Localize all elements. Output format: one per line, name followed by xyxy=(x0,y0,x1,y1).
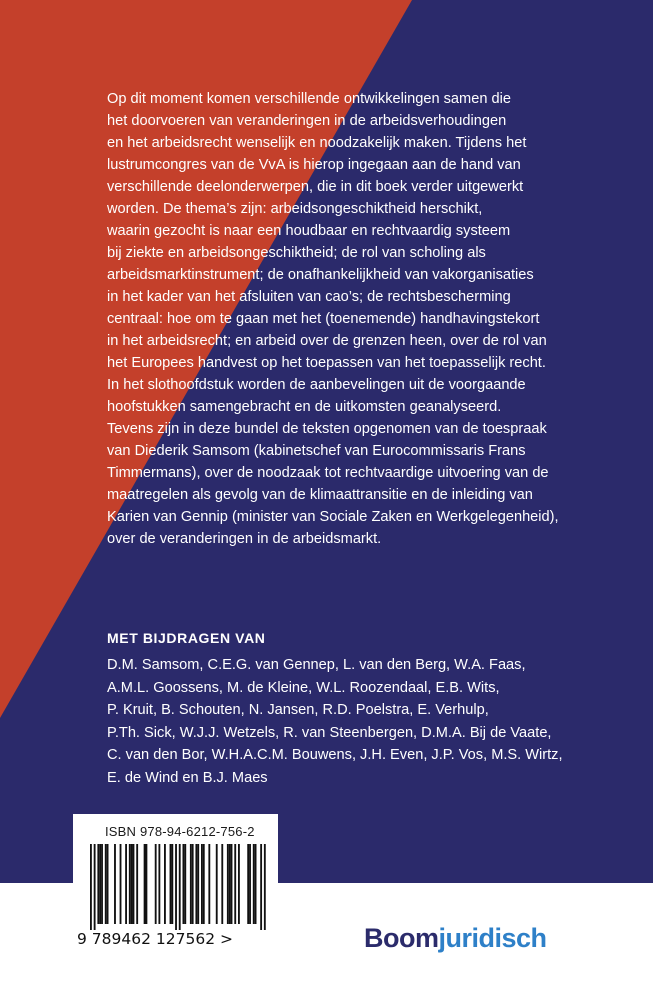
barcode-bar xyxy=(114,844,116,924)
barcode-bar xyxy=(144,844,146,924)
blurb-line: Op dit moment komen verschillende ontwikkelingen samen die xyxy=(107,91,511,107)
barcode-bar xyxy=(234,844,236,924)
barcode-bar xyxy=(197,844,199,924)
barcode-bar xyxy=(94,844,96,930)
barcode-bar xyxy=(129,844,131,924)
contributor-line: C. van den Bor, W.H.A.C.M. Bouwens, J.H. Even, J.P. Vos, M.S. Wirtz, xyxy=(107,747,563,763)
blurb-line: bij ziekte en arbeidsongeschiktheid; de rol van scholing als xyxy=(107,245,486,261)
barcode-bar xyxy=(183,844,185,924)
blurb-line: arbeidsmarktinstrument; de onafhankelijkheid van vakorganisaties xyxy=(107,267,534,283)
barcode-bar xyxy=(158,844,160,924)
barcode-bar xyxy=(155,844,157,924)
logo-boom: Boom xyxy=(364,923,439,953)
barcode-bar xyxy=(120,844,122,924)
blurb-line: waarin gezocht is naar een houdbaar en rechtvaardig systeem xyxy=(107,223,511,239)
barcode-bar xyxy=(184,844,186,924)
isbn-barcode xyxy=(80,844,270,930)
barcode-digits: 9 789462 127562 > xyxy=(77,930,233,948)
barcode-bar xyxy=(90,844,92,930)
barcode-bar xyxy=(171,844,173,924)
logo-juridisch: juridisch xyxy=(438,923,547,953)
barcode-bar xyxy=(203,844,205,924)
barcode-bar xyxy=(264,844,266,930)
barcode-bar xyxy=(221,844,223,924)
barcode-bar xyxy=(249,844,251,924)
barcode-bar xyxy=(136,844,138,924)
barcode-bar xyxy=(125,844,127,924)
publisher-logo xyxy=(364,923,547,954)
blurb-line: Karien van Gennip (minister van Sociale Zaken en Werkgelegenheid), xyxy=(107,509,559,525)
contributor-line: E. de Wind en B.J. Maes xyxy=(107,769,268,786)
blurb-line: Timmermans), over de noodzaak tot rechtvaardige uitvoering van de xyxy=(107,465,549,481)
blurb-line: in het arbeidsrecht; en arbeid over de grenzen heen, over de rol van xyxy=(107,333,547,349)
barcode-bar xyxy=(260,844,262,930)
barcode-bar xyxy=(101,844,103,924)
barcode-bar xyxy=(238,844,240,924)
blurb-line: en het arbeidsrecht wenselijk en noodzakelijk maken. Tijdens het xyxy=(107,135,527,151)
blurb-line: het Europees handvest op het toepassen van het toepasselijk recht. xyxy=(107,355,546,371)
blurb-line: van Diederik Samsom (kabinetschef van Eurocommissaris Frans xyxy=(107,443,526,459)
barcode-bar xyxy=(208,844,210,924)
contributor-line: P. Kruit, B. Schouten, N. Jansen, R.D. Poelstra, E. Verhulp, xyxy=(107,702,489,718)
blurb-line: het doorvoeren van veranderingen in de arbeidsverhoudingen xyxy=(107,113,507,129)
barcode-bar xyxy=(227,844,229,924)
back-cover-blurb xyxy=(107,88,587,550)
blurb-line: verschillende deelonderwerpen, die in dit boek verder uitgewerkt xyxy=(107,179,524,195)
barcode-bar xyxy=(175,844,177,930)
barcode-bar xyxy=(131,844,133,924)
barcode-bar xyxy=(133,844,135,924)
blurb-line: worden. De thema’s zijn: arbeidsongeschiktheid herschikt, xyxy=(107,201,483,217)
barcode-bar xyxy=(97,844,99,924)
barcode-bar xyxy=(195,844,197,924)
blurb-line: centraal: hoe om te gaan met het (toenemende) handhavingstekort xyxy=(107,311,540,327)
barcode-bar xyxy=(201,844,203,924)
barcode-bar xyxy=(146,844,148,924)
barcode-bar xyxy=(107,844,109,924)
barcode-bar xyxy=(179,844,181,930)
blurb-line: In het slothoofdstuk worden de aanbevelingen uit de voorgaande xyxy=(107,377,526,393)
contributors-list xyxy=(107,654,563,789)
isbn-label: ISBN 978-94-6212-756-2 xyxy=(105,824,255,839)
barcode-bar xyxy=(190,844,192,924)
barcode-bar xyxy=(170,844,172,924)
barcode-bar xyxy=(231,844,233,924)
contributor-line: P.Th. Sick, W.J.J. Wetzels, R. van Steenbergen, D.M.A. Bij de Vaate, xyxy=(107,724,552,741)
barcode-bar xyxy=(164,844,166,924)
contributor-line: A.M.L. Goossens, M. de Kleine, W.L. Roozendaal, E.B. Wits, xyxy=(107,679,500,696)
blurb-line: over de veranderingen in de arbeidsmarkt. xyxy=(107,531,382,547)
barcode-bar xyxy=(192,844,194,924)
contributor-line: D.M. Samsom, C.E.G. van Gennep, L. van den Berg, W.A. Faas, xyxy=(107,657,526,673)
barcode-bar xyxy=(216,844,218,924)
blurb-line: lustrumcongres van de VvA is hierop ingegaan aan de hand van xyxy=(107,157,521,173)
barcode-bar xyxy=(99,844,101,924)
blurb-line: maatregelen als gevolg van de klimaattransitie en de inleiding van xyxy=(107,487,533,503)
barcode-bar xyxy=(105,844,107,924)
barcode-bar xyxy=(255,844,257,924)
barcode-bar xyxy=(229,844,231,924)
blurb-line: Tevens zijn in deze bundel de teksten opgenomen van de toespraak xyxy=(107,421,547,437)
blurb-line: hoofstukken samengebracht en de uitkomsten geanalyseerd. xyxy=(107,399,502,415)
barcode-bar xyxy=(247,844,249,924)
blurb-line: in het kader van het afsluiten van cao’s; de rechtsbescherming xyxy=(107,289,511,305)
barcode-bar xyxy=(253,844,255,924)
contributors-heading: MET BIJDRAGEN VAN xyxy=(107,630,266,646)
